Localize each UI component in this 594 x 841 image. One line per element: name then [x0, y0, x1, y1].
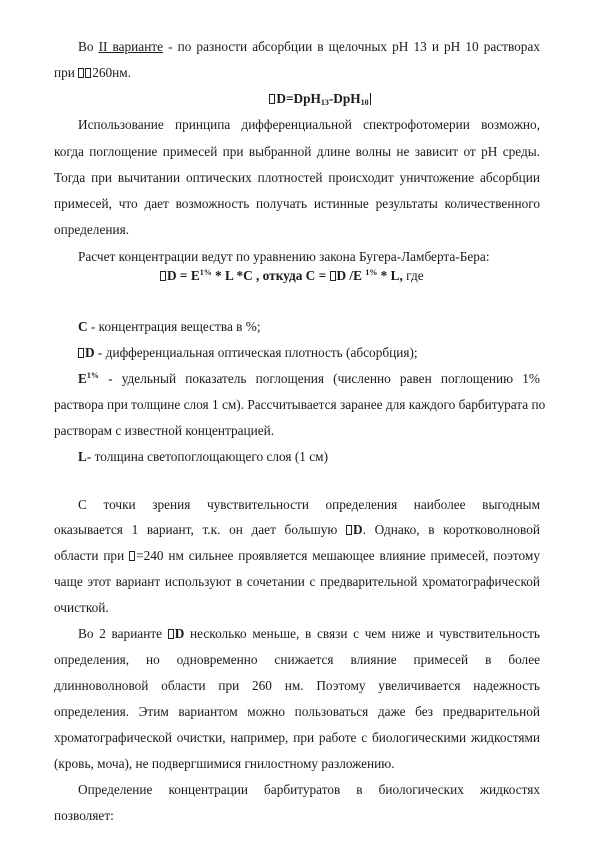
para1-line: определения. — [54, 222, 130, 237]
para1-line: когда поглощение примесей при выбранной длине волны не зависит от рН среды. — [54, 144, 540, 159]
para3-line: длинноволновой области при 260 нм. Поэтому увеличивается надежность — [54, 678, 540, 693]
missing-glyph-icon — [346, 525, 352, 535]
para1-line: Тогда при вычитании оптических плотностей происходит уничтожение абсорбции — [54, 170, 540, 185]
formula-concentration: $D = E^{1\%} * L$ *C , откуда С = D /E $^{1\%}$ * L, где — [160, 269, 540, 282]
def-specific-absorbance: $E^{1\%}$ - удельный показатель поглощения (численно равен поглощению 1% — [78, 371, 540, 386]
para2-line: области при =240 нм сильнее проявляется мешающее влияние примесей, поэтому — [54, 548, 540, 563]
missing-glyph-icon — [129, 551, 135, 561]
para1-line: примесей, что дает возможность получать истинные результаты количественного — [54, 196, 540, 211]
missing-glyph-icon — [330, 271, 336, 281]
para4-line: позволяет: — [54, 808, 114, 823]
def-concentration: С - концентрация вещества в %; — [78, 319, 261, 334]
para1-line: Использование принципа дифференциальной спектрофотомерии возможно, — [78, 117, 540, 132]
para3-line: определения, но одновременно снижается влияние примесей в более — [54, 652, 540, 667]
para4-line: Определение концентрации барбитуратов в биологических жидкостях — [78, 782, 540, 797]
para2-line: оказывается 1 вариант, т.к. он дает большую D. Однако, в коротковолновой — [54, 522, 540, 537]
missing-glyph-icon — [160, 271, 166, 281]
variant-2-underlined: II варианте — [98, 39, 164, 54]
para3-line: определения. Этим вариантом можно пользоваться даже без предварительной — [54, 704, 540, 719]
def-layer-thickness: L- толщина светопоглощающего слоя (1 см) — [78, 449, 329, 464]
def-delta-d: D - дифференциальная оптическая плотность (абсорбция); — [78, 346, 564, 359]
variant-2-line: Во II варианте - по разности абсорбции в щелочных рН 13 и рН 10 растворах — [78, 39, 541, 54]
def-specific-absorbance-cont: растворам с известной концентрацией. — [54, 423, 275, 438]
para3-line: (кровь, моча), не подвергшимися гнилостному разложению. — [54, 756, 395, 771]
para3-line: Во 2 варианте D несколько меньше, в связи с чем ниже и чувствительность — [78, 626, 540, 641]
missing-glyph-icon — [168, 629, 174, 639]
para2-line: чаще этот вариант используют в сочетании с предварительной хроматографической — [54, 574, 540, 589]
calc-intro: Расчет концентрации ведут по уравнению закона Бугера-Ламберта-Бера: — [78, 249, 490, 264]
def-specific-absorbance-cont: раствора при толщине слоя 1 см). Рассчитывается заранее для каждого барбитурата по — [54, 397, 546, 412]
missing-glyph-icon — [269, 94, 275, 104]
formula-delta-d: D=DpH$_{13}$-DpH$_{10}$ — [120, 92, 520, 105]
variant-2-cont: при 260нм. — [54, 65, 132, 80]
para2-line: очисткой. — [54, 600, 109, 615]
missing-glyph-icon — [78, 68, 84, 78]
para2-line: С точки зрения чувствительности определения наиболее выгодным — [78, 497, 540, 512]
missing-glyph-icon — [85, 68, 91, 78]
para3-line: хроматографической очистки, например, при работе с биологическими жидкостями — [54, 730, 540, 745]
missing-glyph-icon — [78, 348, 84, 358]
